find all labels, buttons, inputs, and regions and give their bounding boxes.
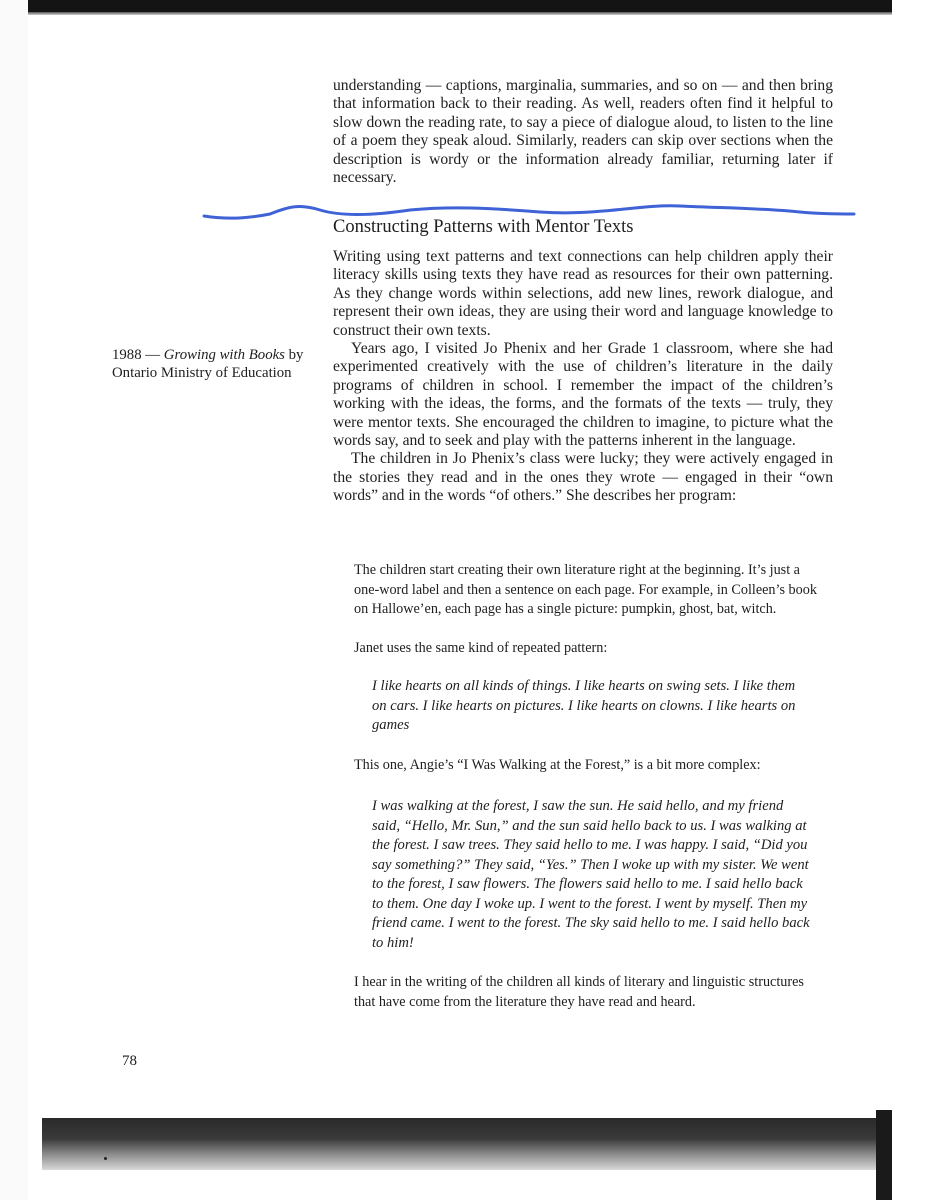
quote-angie-example: I was walking at the forest, I saw the sun. He said hello, and my friend said, “Hello, Mr. Sun,” and the sun said hello back to us. I was walking at the forest. I saw trees. They said hello to me. I was happy. I said, “Did you say something?” They said, “Yes.” Then I woke up with my sister. We went to the forest, I saw flowers. The flowers said hello to me. I said hello back to them. One day I woke up. I went to the forest. I went by myself. Then my friend came. I went to the forest. The sky said hello to me. I said hello back to him! bbox=[372, 798, 810, 951]
paragraph-3: The children in Jo Phenix’s class were lucky; they were actively engaged in the stories they read and in the ones they wrote — engaged in their “own words” and in the words “of others.” She describes her program: bbox=[333, 450, 833, 505]
quote-intro: The children start creating their own literature right at the beginning. It’s just a one-word label and then a sentence on each page. For example, in Colleen’s book on Hallowe’en, each page has a single picture: pumpkin, ghost, bat, witch. bbox=[354, 562, 817, 617]
quote-block bbox=[354, 561, 824, 1012]
quote-angie-intro: This one, Angie’s “I Was Walking at the Forest,” is a bit more complex: bbox=[354, 756, 761, 773]
scan-margin bbox=[0, 0, 28, 1200]
sidenote-book-title: Growing with Books bbox=[163, 347, 285, 363]
sidenote-publisher: by Ontario Ministry of Education bbox=[112, 347, 304, 381]
body-text bbox=[333, 248, 833, 506]
scan-speck bbox=[104, 1157, 107, 1160]
scan-bottom-corner bbox=[876, 1110, 892, 1200]
sidenote bbox=[112, 346, 322, 382]
scan-top-border bbox=[28, 0, 892, 12]
paragraph-1: Writing using text patterns and text connections can help children apply their literacy skills using texts they have read as resources for their own patterning. As they change words within selections, add new lines, rework dialogue, and represent their own ideas, they are using their word and language knowledge to construct their own texts. bbox=[333, 248, 833, 339]
section-heading: Constructing Patterns with Mentor Texts bbox=[333, 217, 634, 237]
scan-bottom-border bbox=[42, 1118, 876, 1170]
paragraph-2: Years ago, I visited Jo Phenix and her Grade 1 classroom, where she had experimented creatively with the use of children’s literature in the daily programs of children in school. I remember the impact of the children’s working with the ideas, the forms, and the formats of the texts — truly, they were mentor texts. She encouraged the children to imagine, to picture what the words say, and to seek and play with the patterns inherent in the language. bbox=[333, 340, 833, 450]
opening-paragraph: understanding — captions, marginalia, summaries, and so on — and then bring that information back to their reading. As well, readers often find it helpful to slow down the reading rate, to say a piece of dialogue aloud, to listen to the line of a poem they speak aloud. Similarly, readers can skip over sections when the description is wordy or the information already familiar, returning later if necessary. bbox=[333, 77, 833, 187]
quote-janet-intro: Janet uses the same kind of repeated pattern: bbox=[354, 639, 608, 656]
scan-top-shadow bbox=[28, 12, 892, 15]
opening-block bbox=[333, 77, 833, 187]
quote-janet-example: I like hearts on all kinds of things. I like hearts on swing sets. I like them on cars. I like hearts on pictures. I like hearts on clowns. I like hearts on games bbox=[372, 678, 796, 733]
sidenote-year: 1988 — bbox=[112, 347, 161, 363]
page-number: 78 bbox=[122, 1053, 137, 1069]
quote-closing: I hear in the writing of the children all kinds of literary and linguistic structures that have come from the literature they have read and heard. bbox=[354, 974, 804, 1010]
